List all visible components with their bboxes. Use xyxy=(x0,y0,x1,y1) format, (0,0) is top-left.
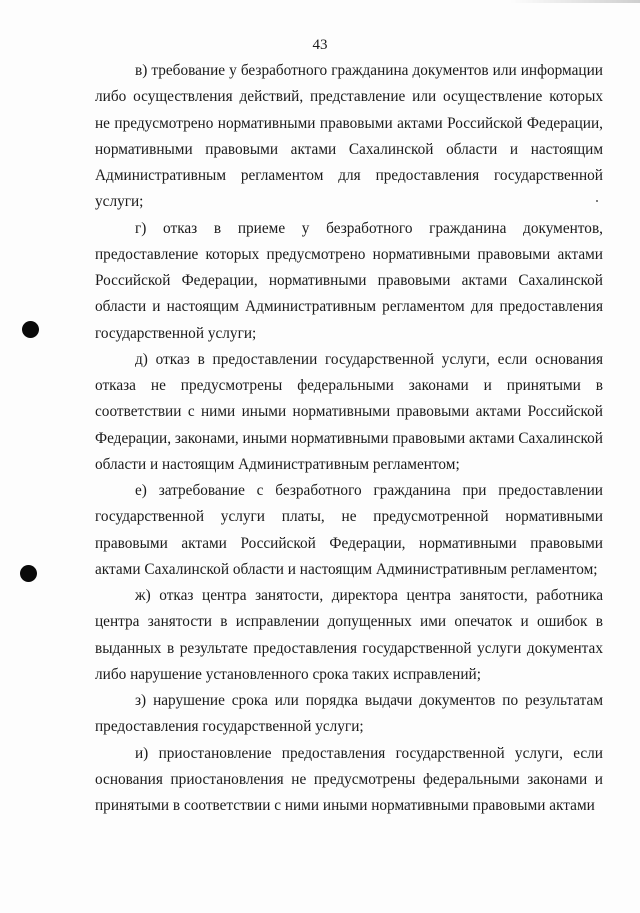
document-body xyxy=(95,58,603,819)
paragraph-zh: ж) отказ центра занятости, директора центра занятости, работника центра занятости в исправлении допущенных ими опечаток и ошибок в выданных в результате предоставления государственной услуги документах либо нарушение установленного срока таких исправлений; xyxy=(95,587,603,683)
binder-punch-hole xyxy=(22,321,39,338)
paragraph-g: г) отказ в приеме у безработного гражданина документов, предоставление которых предусмотрено нормативными правовыми актами Российской Федерации, нормативными правовыми актами Сахалинской области и настоящим Административным регламентом для предоставления государственной услуги; xyxy=(95,219,603,342)
paragraph-e: е) затребование с безработного гражданина при предоставлении государственной услуги платы, не предусмотренной нормативными правовыми актами Российской Федерации, нормативными правовыми актами Сахалинской области и настоящим Административным регламентом; xyxy=(95,482,603,578)
binder-punch-hole xyxy=(20,565,37,582)
paragraph-i: и) приостановление предоставления государственной услуги, если основания приостановления не предусмотрены федеральными законами и принятыми в соответствии с ними иными нормативными правовыми актами xyxy=(95,744,603,814)
page-number: 43 xyxy=(312,37,328,53)
scan-edge-mark xyxy=(510,0,640,3)
paragraph-v: в) требование у безработного гражданина документов или информации либо осуществления действий, представление или осуществление которых не предусмотрено нормативными правовыми актами Российской Федерации, нормативными правовыми актами Сахалинской области и настоящим Административным регламентом для предоставления государственной услуги; xyxy=(95,62,603,211)
scan-speck xyxy=(596,200,598,202)
paragraph-z: з) нарушение срока или порядка выдачи документов по результатам предоставления государственной услуги; xyxy=(95,692,603,736)
paragraph-d: д) отказ в предоставлении государственной услуги, если основания отказа не предусмотрены федеральными законами и принятыми в соответствии с ними иными нормативными правовыми актами Российской Федерации, законами, иными нормативными правовыми актами Сахалинской области и настоящим Административным регламентом; xyxy=(95,350,603,473)
